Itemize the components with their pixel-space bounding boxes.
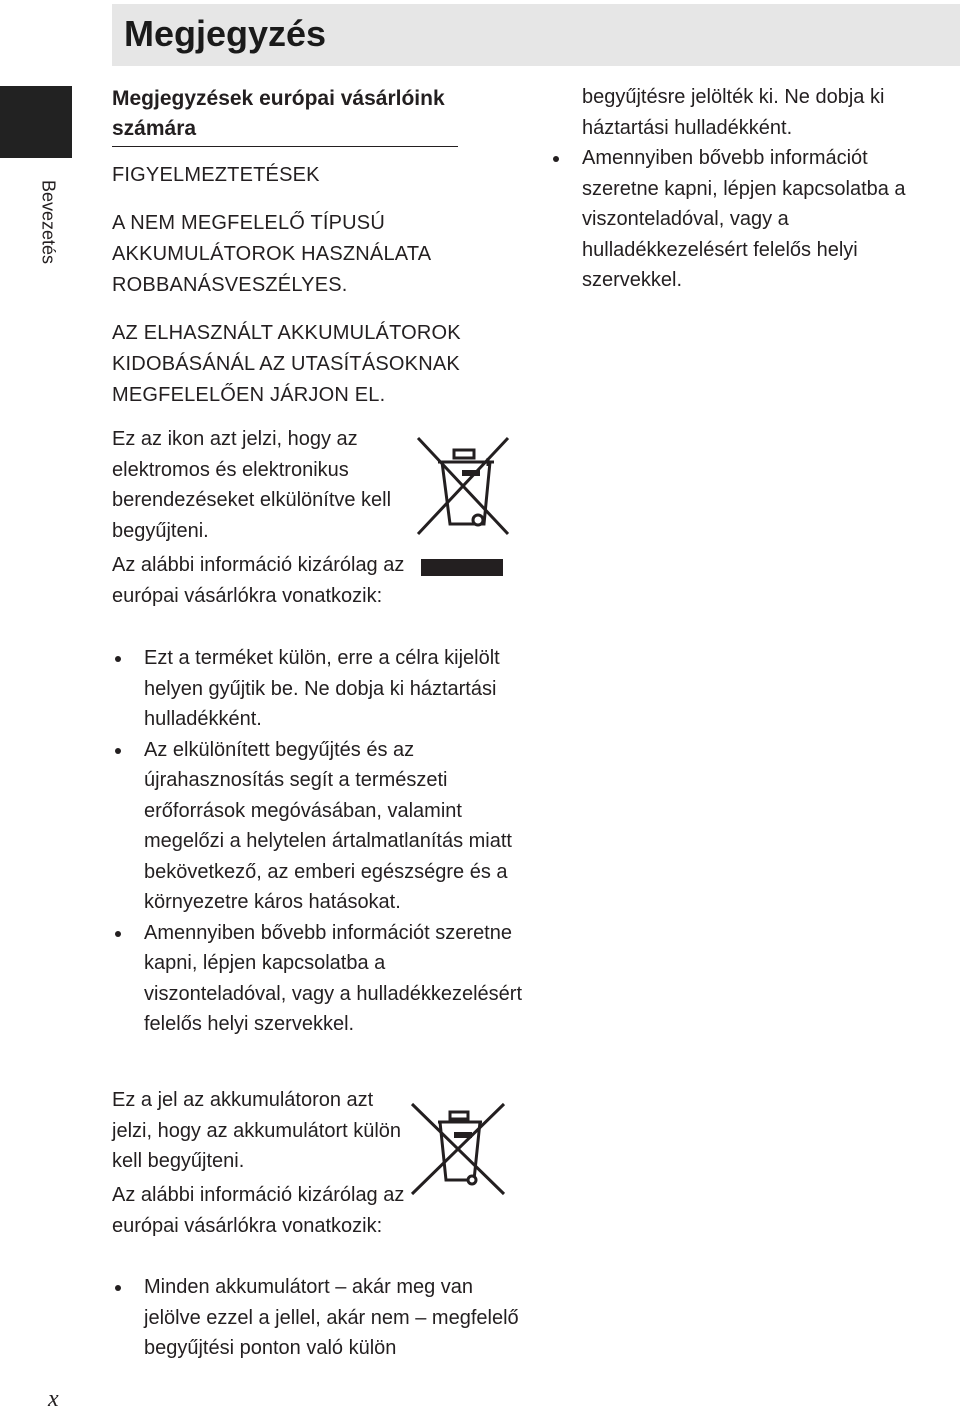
section-tab-marker: [0, 86, 72, 158]
section-side-label: Bevezetés: [38, 179, 59, 265]
crossed-out-bin-icon: [408, 1100, 508, 1196]
warning-disposal: AZ ELHASZNÁLT AKKUMULÁTOROK KIDOBÁSÁNÁL AZ UTASÍTÁSOKNAK MEGFELELŐEN JÁRJON EL.: [112, 322, 461, 406]
weee-info: Az alábbi információ kizárólag az európai vásárlókra vonatkozik:: [112, 554, 405, 607]
list-item: Minden akkumulátort – akár meg van jelölve ezzel a jellel, akár nem – megfelelő begyűjtési ponton való külön: [112, 1272, 522, 1364]
battery-info: Az alábbi információ kizárólag az európai vásárlókra vonatkozik:: [112, 1184, 405, 1237]
list-item: Az elkülönített begyűjtés és az újrahasznosítás segít a természeti erőforrások megóvásában, valamint megelőzi a helytelen ártalmatlanítás miatt bekövetkező, az emberi egészségre és a környezetre káros hatásokat.: [112, 735, 522, 918]
weee-bullet-list: [112, 643, 522, 1040]
list-item: Ezt a terméket külön, erre a célra kijelölt helyen gyűjtik be. Ne dobja ki háztartási hulladékként.: [112, 643, 522, 735]
section-heading: Megjegyzések európai vásárlóink számára: [112, 84, 458, 147]
page-title: Megjegyzés: [124, 13, 327, 54]
battery-bullet-list: [112, 1272, 522, 1364]
battery-intro: Ez a jel az akkumulátoron azt jelzi, hogy az akkumulátort külön kell begyűjteni.: [112, 1089, 402, 1172]
warning-explosion: A NEM MEGFELELŐ TÍPUSÚ AKKUMULÁTOROK HASZNÁLATA ROBBANÁSVESZÉLYES.: [112, 212, 431, 296]
continuation-text: begyűjtésre jelölték ki. Ne dobja ki háztartási hulladékként.: [582, 86, 885, 139]
weee-intro: Ez az ikon azt jelzi, hogy az elektromos és elektronikus berendezéseket elkülönítve kell begyűjteni.: [112, 428, 392, 542]
list-item: Amennyiben bővebb információt szeretne kapni, lépjen kapcsolatba a viszonteladóval, vagy a hulladékkezelésért felelős helyi szervekkel.: [550, 143, 930, 296]
list-item: Amennyiben bővebb információt szeretne kapni, lépjen kapcsolatba a viszonteladóval, vagy a hulladékkezelésért felelős helyi szervekkel.: [112, 918, 522, 1040]
warnings-title: FIGYELMEZTETÉSEK: [112, 164, 320, 186]
right-bullet-list: [550, 143, 930, 296]
page-number: x: [48, 1386, 59, 1412]
crossed-out-wheelie-bin-icon: [414, 436, 512, 538]
weee-solid-bar: [421, 559, 503, 576]
